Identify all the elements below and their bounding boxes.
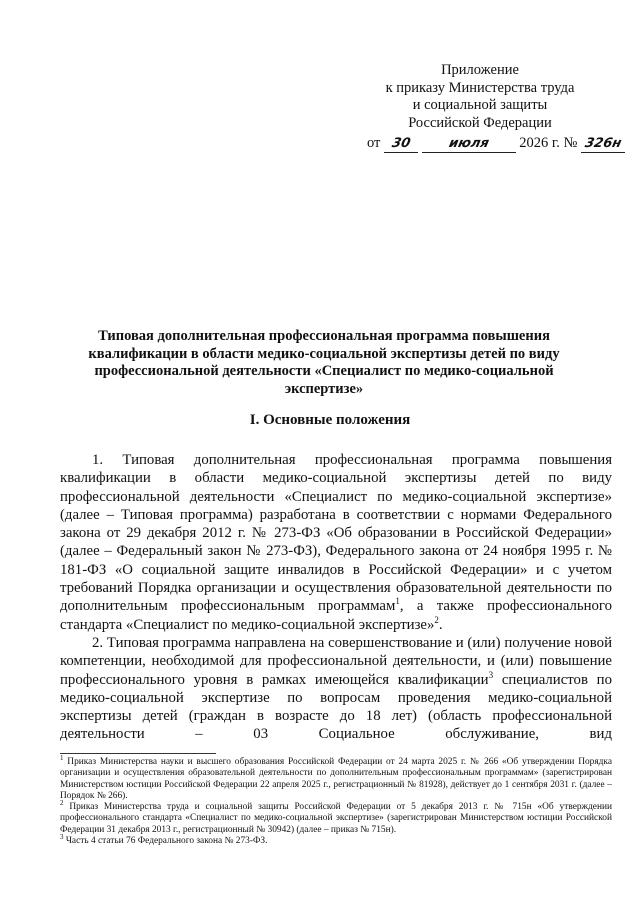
footnote-number: 1 — [60, 753, 64, 762]
footnote-number: 2 — [60, 799, 64, 808]
appendix-line: Российской Федерации — [408, 114, 552, 131]
footnote-divider — [60, 753, 216, 754]
appendix-line: Приложение — [441, 62, 519, 78]
appendix-line: к приказу Министерства труда — [385, 79, 575, 96]
date-year: 2026 г. № — [519, 135, 578, 151]
paragraph-2-text: 2. Типовая программа направлена на совершенствование и (или) получение новой компетенции, необходимой для профессиональной деятельности, и (или) повышение профессионального уровня в рамках имеющейся квалификации — [60, 635, 612, 688]
order-date-line — [367, 133, 637, 153]
paragraph-1-text: 1. Типовая дополнительная профессиональная программа повышения квалификации в области медико-социальной экспертизы детей по виду профессиональной деятельности «Специалист по медико-социальной экспертизе» (далее – Типовая программа) разработана в соответствии с нормами Федерального закона от 29 декабря 2012 г. № 273-ФЗ «Об образовании в Российской Федерации» (далее – Федеральный закон № 273-ФЗ), Федерального закона от 24 ноября 1995 г. № 181-ФЗ «О социальной защите инвалидов в Российской Федерации» и с учетом требований Порядка организации и осуществления образовательной деятельности по дополнительным профессиональным программам — [60, 452, 612, 615]
date-prefix: от — [367, 135, 381, 151]
appendix-header — [330, 62, 630, 132]
footnote-3 — [60, 832, 612, 847]
date-day-field — [384, 135, 418, 153]
footnote-text: Часть 4 статьи 76 Федерального закона № 273-ФЗ. — [65, 836, 268, 847]
paragraph-1-end: . — [438, 616, 443, 633]
paragraph-2-text-cont: специалистов по медико-социальной экспертизе по вопросам проведения медико-социальной экспертизы детей (граждан в возрасте до 18 лет) (область профессиональной деятельности – 03 Социальное обслуживание, вид — [60, 671, 612, 743]
footnote-1 — [60, 753, 612, 802]
footnotes — [60, 753, 613, 847]
footnote-ref-3[interactable]: 3 — [488, 669, 494, 680]
footnote-2 — [60, 799, 613, 836]
paragraph-1-text-cont: , а также профессионального стандарта «Специалист по медико-социальной экспертизе» — [60, 598, 612, 633]
appendix-line: и социальной защиты — [412, 97, 548, 113]
footnote-number: 3 — [60, 832, 64, 841]
footnote-ref-2[interactable]: 2 — [434, 614, 439, 625]
order-number-field — [581, 135, 625, 153]
paragraph-2 — [60, 634, 612, 744]
date-month: июля — [447, 136, 491, 151]
order-number: 326н — [583, 136, 623, 151]
footnote-text: Приказ Министерства науки и высшего образования Российской Федерации от 24 марта 2025 г. № 266 «Об утверждении Порядка организации и осуществления образовательной деятельности по дополнительным профессиональным программам» (зарегистрирован Министерством юстиции Российской Федерации 22 апреля 2025 г., регистрационный № 81928), действует до 1 сентября 2031 г. (далее – Порядок № 266). — [60, 757, 612, 801]
footnote-ref-1[interactable]: 1 — [395, 596, 400, 607]
paragraph-1 — [60, 451, 612, 634]
footnote-text: Приказ Министерства труда и социальной защиты Российской Федерации от 5 декабря 2013 г. № 715н «Об утверждении профессионального стандарта «Специалист по медико-социальной экспертизе» (зарегистрирован Министерством юстиции Российской Федерации 31 декабря 2013 г., регистрационный № 30942) (далее – приказ № 715н). — [60, 802, 613, 835]
date-day: 30 — [390, 136, 412, 151]
date-month-field — [422, 135, 516, 153]
document-title: Типовая дополнительная профессиональная программа повышения квалификации в области медико-социальной экспертизы детей по виду профессиональной деятельности «Специалист по медико-социальной экспертизе» — [88, 328, 560, 397]
section-heading: I. Основные положения — [249, 412, 411, 428]
